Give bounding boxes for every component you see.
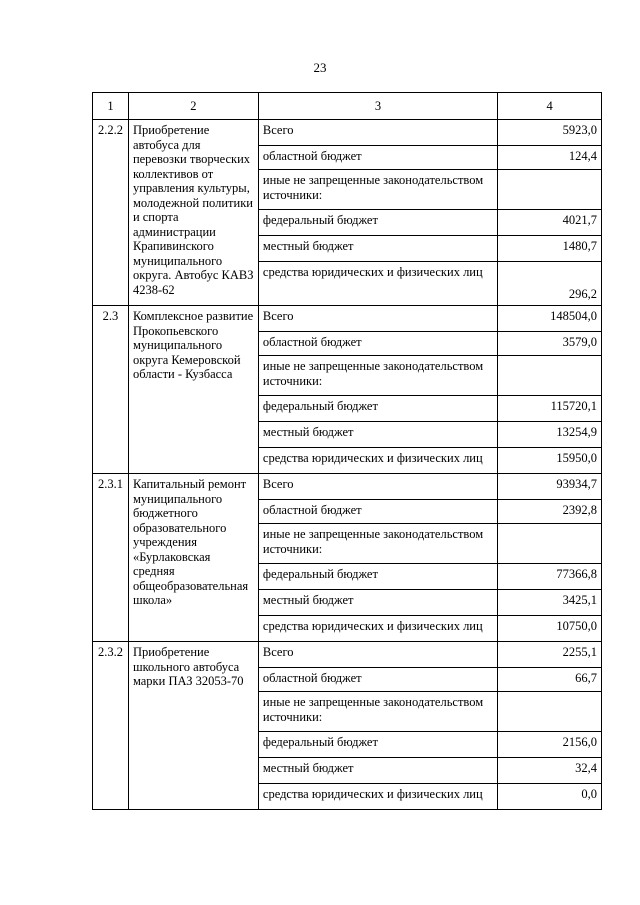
source-federal: федеральный бюджет xyxy=(258,396,497,422)
source-legal: средства юридических и физических лиц xyxy=(258,448,497,474)
value-federal: 77366,8 xyxy=(498,564,602,590)
source-other: иные не запрещенные законодательством источники: xyxy=(258,524,497,564)
source-local: местный бюджет xyxy=(258,422,497,448)
value-regional: 66,7 xyxy=(498,668,602,692)
source-other: иные не запрещенные законодательством источники: xyxy=(258,692,497,732)
source-legal: средства юридических и физических лиц xyxy=(258,262,497,306)
value-local: 13254,9 xyxy=(498,422,602,448)
source-local: местный бюджет xyxy=(258,590,497,616)
value-federal: 4021,7 xyxy=(498,210,602,236)
source-total: Всего xyxy=(258,306,497,332)
source-federal: федеральный бюджет xyxy=(258,210,497,236)
source-legal: средства юридических и физических лиц xyxy=(258,784,497,810)
source-regional: областной бюджет xyxy=(258,668,497,692)
value-local: 1480,7 xyxy=(498,236,602,262)
table-row xyxy=(93,306,602,332)
item-number: 2.3.1 xyxy=(93,474,129,642)
value-regional: 124,4 xyxy=(498,146,602,170)
value-legal: 0,0 xyxy=(498,784,602,810)
source-total: Всего xyxy=(258,642,497,668)
table-row xyxy=(93,642,602,668)
value-total: 93934,7 xyxy=(498,474,602,500)
value-federal: 2156,0 xyxy=(498,732,602,758)
value-total: 2255,1 xyxy=(498,642,602,668)
value-total: 148504,0 xyxy=(498,306,602,332)
table-row xyxy=(93,474,602,500)
value-local: 32,4 xyxy=(498,758,602,784)
value-legal: 296,2 xyxy=(498,262,602,306)
item-number: 2.2.2 xyxy=(93,120,129,306)
table-header-row xyxy=(93,93,602,120)
source-other: иные не запрещенные законодательством источники: xyxy=(258,356,497,396)
header-col-4: 4 xyxy=(498,93,602,120)
source-federal: федеральный бюджет xyxy=(258,564,497,590)
value-total: 5923,0 xyxy=(498,120,602,146)
source-legal: средства юридических и физических лиц xyxy=(258,616,497,642)
item-name: Приобретение автобуса для перевозки творческих коллективов от управления культуры, молодежной политики и спорта администрации Крапивинского муниципального округа. Автобус КАВЗ 4238-62 xyxy=(128,120,258,306)
source-regional: областной бюджет xyxy=(258,332,497,356)
value-legal: 10750,0 xyxy=(498,616,602,642)
source-regional: областной бюджет xyxy=(258,500,497,524)
item-name: Приобретение школьного автобуса марки ПАЗ 32053-70 xyxy=(128,642,258,810)
value-other-empty xyxy=(498,692,602,732)
table-row xyxy=(93,120,602,146)
value-other-empty xyxy=(498,356,602,396)
source-local: местный бюджет xyxy=(258,236,497,262)
source-other: иные не запрещенные законодательством источники: xyxy=(258,170,497,210)
source-regional: областной бюджет xyxy=(258,146,497,170)
financing-table xyxy=(92,92,602,810)
page-number: 23 xyxy=(313,60,327,75)
item-number: 2.3 xyxy=(93,306,129,474)
value-other-empty xyxy=(498,170,602,210)
item-number: 2.3.2 xyxy=(93,642,129,810)
value-regional: 3579,0 xyxy=(498,332,602,356)
value-local: 3425,1 xyxy=(498,590,602,616)
header-col-2: 2 xyxy=(128,93,258,120)
header-col-1: 1 xyxy=(93,93,129,120)
source-local: местный бюджет xyxy=(258,758,497,784)
item-name: Капитальный ремонт муниципального бюджетного образовательного учреждения «Бурлаковская средняя общеобразовательная школа» xyxy=(128,474,258,642)
value-regional: 2392,8 xyxy=(498,500,602,524)
item-name: Комплексное развитие Прокопьевского муниципального округа Кемеровской области - Кузбасса xyxy=(128,306,258,474)
value-other-empty xyxy=(498,524,602,564)
source-total: Всего xyxy=(258,120,497,146)
value-federal: 115720,1 xyxy=(498,396,602,422)
value-legal: 15950,0 xyxy=(498,448,602,474)
source-total: Всего xyxy=(258,474,497,500)
source-federal: федеральный бюджет xyxy=(258,732,497,758)
header-col-3: 3 xyxy=(258,93,497,120)
